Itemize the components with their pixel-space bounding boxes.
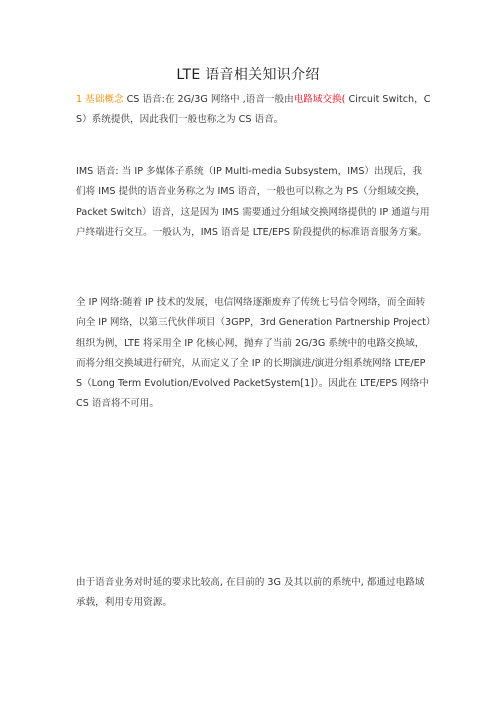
section-1-paragraph	[76, 90, 431, 131]
latency-paragraph: 由于语音业务对时延的要求比较高, 在目前的 3G 及其以前的系统中, 都通过电路域承载，利用专用资源。	[76, 577, 425, 609]
document-title: LTE 语音相关知识介绍	[176, 67, 320, 83]
section-1-text-after: Circuit Switch，CS）系统提供，因此我们一般也称之为 CS 语音。	[76, 94, 431, 126]
all-ip-network-paragraph: 全 IP 网络:随着 IP 技术的发展，电信网络逐渐废弃了传统七号信令网络，而全面转向全 IP 网络，以第三代伙伴项目（3GPP，3rd Generation Partnership Project）组织为例，LTE 将采用全 IP 化核心网，抛弃了当前 2G/3G 系统中的电路交换域，而将分组交换域进行研究，从而定义了全 IP 的长期演进/演进分组系统网络 LTE/EPS（Long Term Evolution/Evolved PacketSystem[1]）。因此在 LTE/EPS 网络中 CS 语音将不可用。	[76, 297, 431, 410]
ims-voice-paragraph: IMS 语音: 当 IP 多媒体子系统（IP Multi-media Subsystem，IMS）出现后，我们将 IMS 提供的语音业务称之为 IMS 语音，一般也可以称之为 PS（分组域交换，Packet Switch）语音，这是因为 IMS 需要通过分组域交换网络提供的 IP 通道与用户终端进行交互。一般认为，IMS 语音是 LTE/EPS 阶段提供的标准语音服务方案。	[76, 166, 430, 238]
section-number: 1	[76, 94, 83, 105]
section-heading: 基础概念	[85, 94, 124, 105]
circuit-switch-highlight: 电路域交换(	[293, 94, 346, 105]
section-1-text-before: CS 语音:在 2G/3G 网络中 ,语音一般由	[123, 94, 294, 105]
